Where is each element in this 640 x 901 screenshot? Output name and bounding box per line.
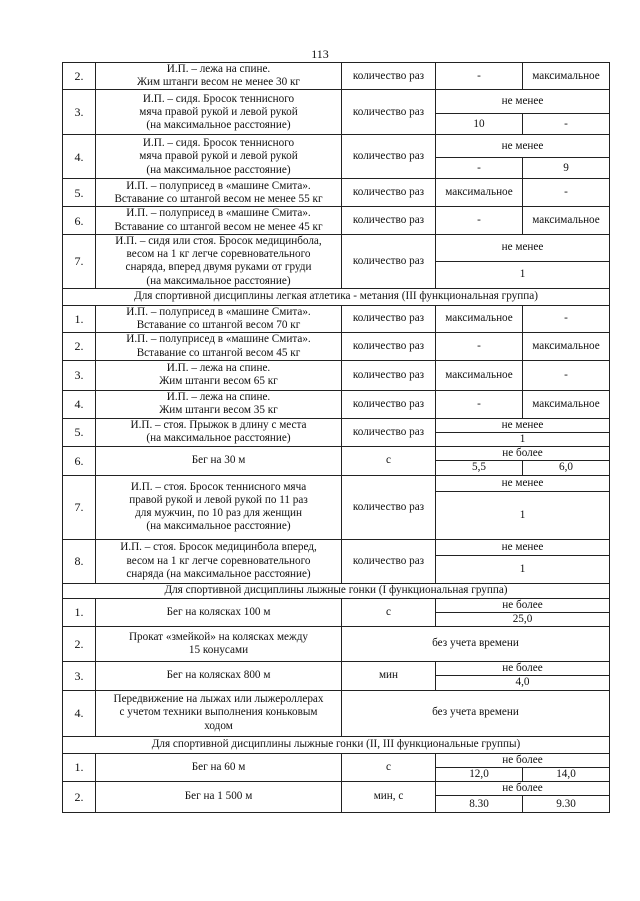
value-cell: 1: [436, 491, 610, 539]
row-number: 3.: [63, 662, 96, 690]
value-cell-2: 9.30: [523, 796, 610, 813]
unit-cell: количество раз: [342, 305, 436, 332]
exercise-name: И.П. – полуприсед в «машине Смита». Вставание со штангой весом не менее 55 кг: [96, 179, 342, 207]
section-header: Для спортивной дисциплины лыжные гонки (I функциональная группа): [63, 583, 610, 598]
row-number: 8.: [63, 539, 96, 583]
exercise-name: Прокат «змейкой» на колясках между 15 конусами: [96, 627, 342, 662]
exercise-name: Бег на 60 м: [96, 753, 342, 781]
table-row: [63, 207, 610, 234]
exercise-name: И.П. – полуприсед в «машине Смита». Вставание со штангой весом не менее 45 кг: [96, 207, 342, 234]
table-row: [63, 360, 610, 390]
exercise-name: Бег на колясках 800 м: [96, 662, 342, 690]
exercise-name: Бег на 30 м: [96, 447, 342, 475]
unit-cell: количество раз: [342, 90, 436, 135]
exercise-name: Передвижение на лыжах или лыжероллерах с учетом техники выполнения коньковым ходом: [96, 690, 342, 736]
unit-cell: количество раз: [342, 475, 436, 539]
unit-cell: количество раз: [342, 179, 436, 207]
row-number: 5.: [63, 179, 96, 207]
table-row: [63, 305, 610, 332]
table-row: [63, 90, 610, 114]
unit-cell: количество раз: [342, 234, 436, 288]
exercise-name: И.П. – сидя или стоя. Бросок медицинбола, весом на 1 кг легче соревновательного снаряда, вперед двумя руками от груди (на максимальное расстояние): [96, 234, 342, 288]
value-cell-2: максимальное: [523, 207, 610, 234]
value-cell-1: -: [436, 158, 523, 179]
unit-cell: с: [342, 753, 436, 781]
row-number: 2.: [63, 781, 96, 812]
exercise-name: И.П. – лежа на спине. Жим штанги весом не менее 30 кг: [96, 63, 342, 90]
unit-cell: с: [342, 598, 436, 626]
value-cell: 1: [436, 261, 610, 288]
exercise-name: И.П. – лежа на спине. Жим штанги весом 35 кг: [96, 390, 342, 418]
value-cell-1: -: [436, 207, 523, 234]
qualifier-cell: не менее: [436, 234, 610, 261]
qualifier-cell: не менее: [436, 418, 610, 432]
value-cell-1: 8.30: [436, 796, 523, 813]
standards-table: [62, 62, 610, 813]
row-number: 4.: [63, 690, 96, 736]
exercise-name: И.П. – лежа на спине. Жим штанги весом 65 кг: [96, 360, 342, 390]
section-header: Для спортивной дисциплины лыжные гонки (II, III функциональные группы): [63, 736, 610, 753]
value-cell: 1: [436, 432, 610, 446]
qualifier-cell: не менее: [436, 90, 610, 114]
table-row: [63, 418, 610, 432]
row-number: 4.: [63, 135, 96, 179]
value-cell: 4,0: [436, 676, 610, 690]
unit-cell: с: [342, 447, 436, 475]
table-row: [63, 690, 610, 736]
unit-cell: количество раз: [342, 360, 436, 390]
result-no-time: без учета времени: [342, 690, 610, 736]
section-header-row: [63, 736, 610, 753]
exercise-name: И.П. – полуприсед в «машине Смита». Вставание со штангой весом 45 кг: [96, 333, 342, 360]
value-cell-2: -: [523, 114, 610, 135]
exercise-name: И.П. – стоя. Прыжок в длину с места (на максимальное расстояние): [96, 418, 342, 446]
value-cell-2: 6,0: [523, 461, 610, 475]
section-header-row: [63, 288, 610, 305]
qualifier-cell: не более: [436, 753, 610, 767]
row-number: 2.: [63, 627, 96, 662]
value-cell: 25,0: [436, 612, 610, 626]
value-cell-1: -: [436, 333, 523, 360]
table-row: [63, 234, 610, 261]
result-no-time: без учета времени: [342, 627, 610, 662]
value-cell-1: -: [436, 63, 523, 90]
table-row: [63, 662, 610, 676]
value-cell-2: -: [523, 360, 610, 390]
row-number: 1.: [63, 753, 96, 781]
value-cell-1: -: [436, 390, 523, 418]
row-number: 2.: [63, 63, 96, 90]
row-number: 6.: [63, 447, 96, 475]
qualifier-cell: не менее: [436, 539, 610, 555]
exercise-name: И.П. – стоя. Бросок медицинбола вперед, весом на 1 кг легче соревновательного снаряда (на максимальное расстояние): [96, 539, 342, 583]
row-number: 2.: [63, 333, 96, 360]
section-header-row: [63, 583, 610, 598]
table-row: [63, 627, 610, 662]
value-cell: 1: [436, 555, 610, 583]
section-header: Для спортивной дисциплины легкая атлетика - метания (III функциональная группа): [63, 288, 610, 305]
row-number: 7.: [63, 234, 96, 288]
table-row: [63, 475, 610, 491]
table-row: [63, 753, 610, 767]
value-cell-1: максимальное: [436, 360, 523, 390]
value-cell-2: -: [523, 179, 610, 207]
unit-cell: количество раз: [342, 333, 436, 360]
table-row: [63, 135, 610, 158]
table-row: [63, 179, 610, 207]
table-row: [63, 598, 610, 612]
value-cell-2: -: [523, 305, 610, 332]
row-number: 4.: [63, 390, 96, 418]
row-number: 1.: [63, 305, 96, 332]
exercise-name: И.П. – сидя. Бросок теннисного мяча правой рукой и левой рукой (на максимальное расстояние): [96, 90, 342, 135]
value-cell-2: 14,0: [523, 767, 610, 781]
row-number: 6.: [63, 207, 96, 234]
unit-cell: количество раз: [342, 539, 436, 583]
table-row: [63, 447, 610, 461]
exercise-name: И.П. – стоя. Бросок теннисного мяча правой рукой и левой рукой по 11 раз для мужчин, по 10 раз для женщин (на максимальное расстояние): [96, 475, 342, 539]
value-cell-1: максимальное: [436, 179, 523, 207]
value-cell-2: 9: [523, 158, 610, 179]
unit-cell: количество раз: [342, 135, 436, 179]
qualifier-cell: не менее: [436, 135, 610, 158]
exercise-name: Бег на 1 500 м: [96, 781, 342, 812]
row-number: 1.: [63, 598, 96, 626]
qualifier-cell: не менее: [436, 475, 610, 491]
value-cell-1: максимальное: [436, 305, 523, 332]
value-cell-2: максимальное: [523, 333, 610, 360]
exercise-name: Бег на колясках 100 м: [96, 598, 342, 626]
table-row: [63, 781, 610, 795]
value-cell-2: максимальное: [523, 63, 610, 90]
exercise-name: И.П. – сидя. Бросок теннисного мяча правой рукой и левой рукой (на максимальное расстояние): [96, 135, 342, 179]
unit-cell: количество раз: [342, 207, 436, 234]
unit-cell: количество раз: [342, 418, 436, 446]
row-number: 3.: [63, 360, 96, 390]
row-number: 3.: [63, 90, 96, 135]
row-number: 5.: [63, 418, 96, 446]
table-row: [63, 539, 610, 555]
value-cell-1: 5,5: [436, 461, 523, 475]
exercise-name: И.П. – полуприсед в «машине Смита». Вставание со штангой весом 70 кг: [96, 305, 342, 332]
value-cell-1: 10: [436, 114, 523, 135]
table-row: [63, 390, 610, 418]
table-row: [63, 63, 610, 90]
qualifier-cell: не более: [436, 447, 610, 461]
qualifier-cell: не более: [436, 781, 610, 795]
value-cell-2: максимальное: [523, 390, 610, 418]
qualifier-cell: не более: [436, 662, 610, 676]
value-cell-1: 12,0: [436, 767, 523, 781]
unit-cell: мин, с: [342, 781, 436, 812]
row-number: 7.: [63, 475, 96, 539]
unit-cell: количество раз: [342, 63, 436, 90]
unit-cell: мин: [342, 662, 436, 690]
page-number: 113: [311, 47, 329, 61]
qualifier-cell: не более: [436, 598, 610, 612]
table-row: [63, 333, 610, 360]
unit-cell: количество раз: [342, 390, 436, 418]
